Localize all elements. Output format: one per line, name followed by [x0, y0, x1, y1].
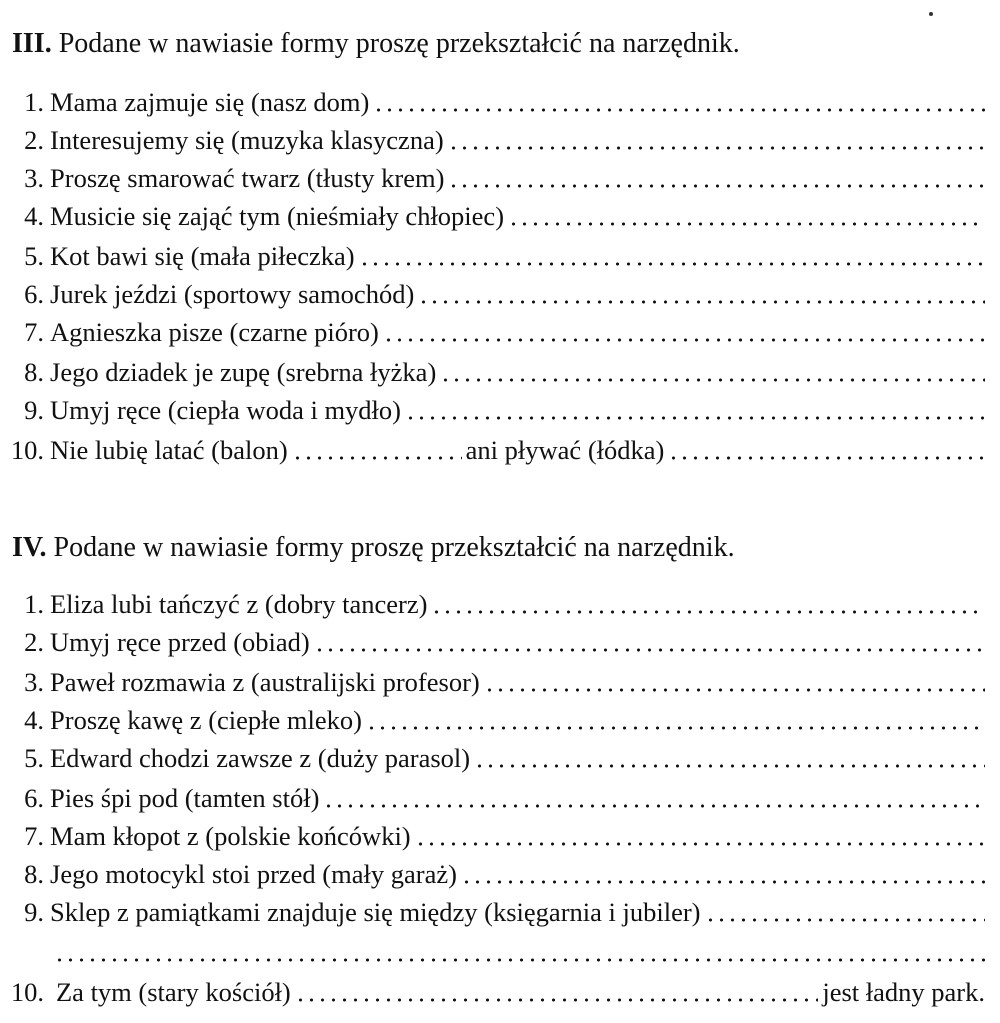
item-text: Jurek jeździ (sportowy samochód) — [50, 279, 415, 309]
item-text: Agnieszka pisze (czarne pióro) — [50, 317, 379, 347]
answer-blank[interactable] — [54, 957, 985, 963]
item-number: 5. — [24, 241, 44, 271]
item-text: Za tym (stary kościół) — [56, 977, 291, 1007]
item-text: Sklep z pamiątkami znajduje się między (księgarnia i jubiler) — [50, 897, 701, 927]
item-number: 3. — [24, 163, 44, 193]
item-number: 2. — [24, 125, 44, 155]
item-text: Edward chodzi zawsze z (duży parasol) — [50, 743, 471, 773]
item-number: 2. — [24, 627, 44, 657]
answer-blank[interactable] — [405, 415, 985, 421]
item-number: 9. — [24, 395, 44, 425]
answer-blank[interactable] — [415, 841, 985, 847]
answer-blank[interactable] — [383, 337, 985, 343]
item-number: 6. — [24, 279, 44, 309]
exercise-3-item-7 — [0, 314, 985, 350]
answer-blank[interactable] — [474, 763, 985, 769]
section-3-numeral: III. — [12, 28, 52, 59]
item-text: Musicie się zająć tym (nieśmiały chłopiec) — [50, 201, 505, 231]
item-text: Umyj ręce (ciepła woda i mydło) — [50, 395, 401, 425]
section-3-heading — [12, 28, 740, 60]
item-number: 8. — [24, 859, 44, 889]
exercise-4-item-1 — [0, 586, 985, 622]
item-number: 1. — [24, 589, 44, 619]
section-3-instruction: Podane w nawiasie formy proszę przekształcić na narzędnik. — [58, 28, 740, 59]
item-number: 9. — [24, 897, 44, 927]
item-text: Umyj ręce przed (obiad) — [50, 627, 310, 657]
item-number: 1. — [24, 87, 44, 117]
exercise-3-item-3 — [0, 160, 985, 196]
answer-blank[interactable] — [366, 725, 985, 731]
answer-blank[interactable] — [484, 687, 985, 693]
exercise-3-item-9 — [0, 392, 985, 428]
answer-blank[interactable] — [292, 455, 462, 461]
answer-blank[interactable] — [668, 455, 985, 461]
item-text-continued: jest ładny park. — [822, 977, 985, 1007]
exercise-4-item-4 — [0, 702, 985, 738]
item-number: 4. — [24, 201, 44, 231]
answer-blank[interactable] — [295, 997, 819, 1003]
item-text: Nie lubię latać (balon) — [50, 435, 288, 465]
answer-blank[interactable] — [448, 183, 985, 189]
section-4-numeral: IV. — [12, 532, 47, 563]
answer-blank[interactable] — [359, 261, 985, 267]
answer-blank[interactable] — [323, 803, 985, 809]
section-4-instruction: Podane w nawiasie formy proszę przekształcić na narzędnik. — [53, 532, 735, 563]
item-number: 6. — [24, 783, 44, 813]
exercise-4-item-8 — [0, 856, 985, 892]
item-text: Mama zajmuje się (nasz dom) — [50, 87, 370, 117]
item-number: 10. — [10, 435, 44, 465]
exercise-4-item-7 — [0, 818, 985, 854]
item-text: Kot bawi się (mała piłeczka) — [50, 241, 355, 271]
section-4-heading — [12, 532, 735, 564]
exercise-3-item-6 — [0, 276, 985, 312]
item-text-continued: ani pływać (łódka) — [465, 435, 665, 465]
item-text: Proszę smarować twarz (tłusty krem) — [50, 163, 445, 193]
exercise-4-item-3 — [0, 664, 985, 700]
exercise-4-item-10 — [0, 974, 985, 1010]
exercise-4-item-2 — [0, 624, 985, 660]
item-text: Proszę kawę z (ciepłe mleko) — [50, 705, 362, 735]
stray-dot — [929, 12, 933, 16]
exercise-4-item-6 — [0, 780, 985, 816]
answer-blank[interactable] — [508, 221, 985, 227]
item-text: Interesujemy się (muzyka klasyczna) — [50, 125, 444, 155]
answer-blank[interactable] — [705, 917, 985, 923]
exercise-4-item-9-continuation — [0, 934, 985, 970]
item-text: Jego dziadek je zupę (srebrna łyżka) — [50, 357, 437, 387]
answer-blank[interactable] — [431, 609, 985, 615]
exercise-3-item-10 — [0, 432, 985, 468]
item-number: 4. — [24, 705, 44, 735]
answer-blank[interactable] — [314, 647, 985, 653]
answer-blank[interactable] — [373, 107, 985, 113]
item-number: 10. — [10, 977, 44, 1007]
item-text: Paweł rozmawia z (australijski profesor) — [50, 667, 480, 697]
item-number: 3. — [24, 667, 44, 697]
answer-blank[interactable] — [461, 879, 985, 885]
exercise-3-item-2 — [0, 122, 985, 158]
exercise-3-item-4 — [0, 198, 985, 234]
exercise-4-item-5 — [0, 740, 985, 776]
answer-blank[interactable] — [448, 145, 985, 151]
item-number: 7. — [24, 317, 44, 347]
exercise-4-item-9 — [0, 894, 985, 930]
exercise-3-item-1 — [0, 84, 985, 120]
exercise-3-item-8 — [0, 354, 985, 390]
answer-blank[interactable] — [418, 299, 985, 305]
item-text: Jego motocykl stoi przed (mały garaż) — [50, 859, 457, 889]
exercise-3-item-5 — [0, 238, 985, 274]
item-text: Eliza lubi tańczyć z (dobry tancerz) — [50, 589, 428, 619]
item-text: Mam kłopot z (polskie końcówki) — [50, 821, 411, 851]
item-text: Pies śpi pod (tamten stół) — [50, 783, 320, 813]
item-number: 5. — [24, 743, 44, 773]
item-number: 8. — [24, 357, 44, 387]
answer-blank[interactable] — [440, 377, 985, 383]
item-number: 7. — [24, 821, 44, 851]
